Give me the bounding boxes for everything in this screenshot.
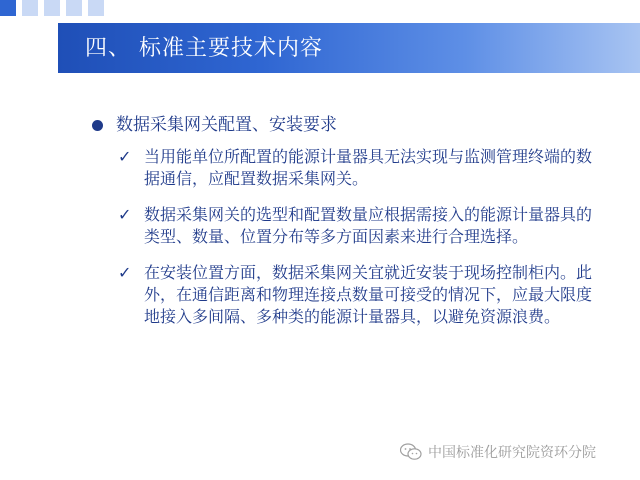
checkmark-icon: ✓ <box>118 205 132 224</box>
page-title: 四、 标准主要技术内容 <box>85 36 323 61</box>
content-area <box>90 112 610 342</box>
section-heading: 数据采集网关配置、安装要求 <box>116 115 337 135</box>
list-item-text: 在安装位置方面，数据采集网关宜就近安装于现场控制柜内。此外，在通信距离和物理连接点数量可接受的情况下，应最大限度地接入多间隔、多种类的能源计量器具，以避免资源浪费。 <box>144 263 593 326</box>
list-item <box>118 204 604 248</box>
list-item <box>118 262 604 328</box>
list-item <box>118 146 604 190</box>
wechat-icon <box>400 443 422 461</box>
list-item-text: 数据采集网关的选型和配置数量应根据需接入的能源计量器具的类型、数量、位置分布等多方面因素来进行合理选择。 <box>144 205 593 246</box>
checkmark-icon: ✓ <box>118 147 132 166</box>
bullet-dot-icon <box>92 120 103 131</box>
section-heading-item <box>90 112 610 138</box>
checkmark-icon: ✓ <box>118 263 132 282</box>
watermark-text: 中国标准化研究院资环分院 <box>428 445 596 461</box>
watermark <box>400 440 596 464</box>
list-item-text: 当用能单位所配置的能源计量器具无法实现与监测管理终端的数据通信，应配置数据采集网关。 <box>144 147 593 188</box>
